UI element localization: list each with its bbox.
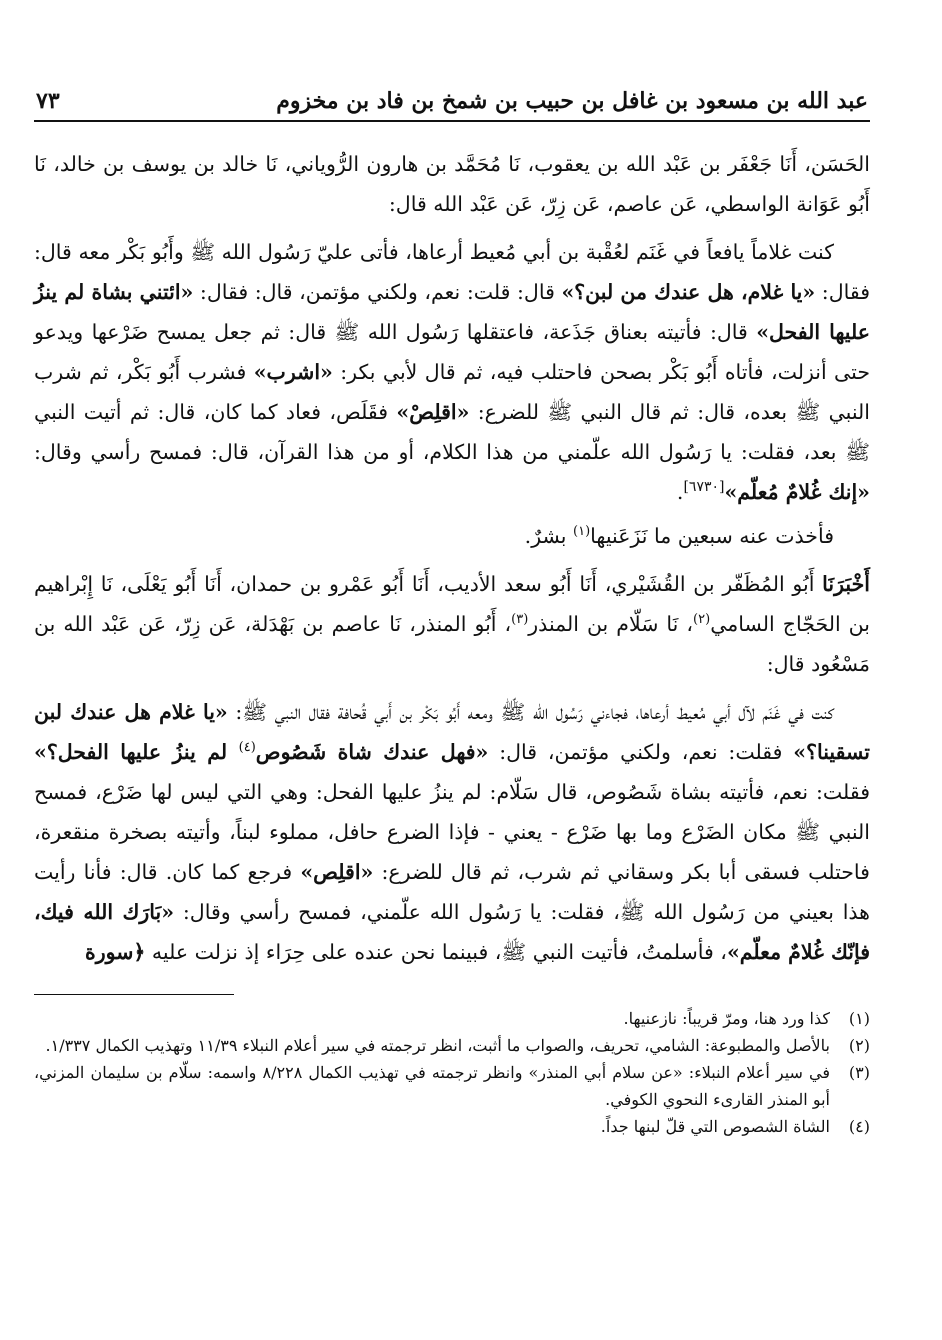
quote: لم ينزُ عليها الفحل؟» [34, 740, 239, 764]
paragraph-text: الحَسَن، أَنَا جَعْفَر بن عَبْد الله بن يعقوب، نَا مُحَمَّد بن هارون الرُّوياني، نَا خالد بن يوسف بن خالد، نَا أَبُو عَوَانة الواسطي، عَن عاصم، عَن زِرّ، عَن عَبْد الله قال: [34, 152, 870, 216]
lead-word: أَخْبَرَنَا [822, 572, 870, 596]
text-run: ، نَا سَلّام بن المنذر [528, 612, 694, 636]
text-run: فأخذت عنه سبعين ما نَزَعَنيها [590, 524, 834, 548]
quote: «يا غلام، هل عندك من لبن؟» [561, 280, 816, 304]
running-head: عبد الله بن مسعود بن غافل بن حبيب بن شمخ بن فاد بن مخزوم [276, 88, 868, 114]
paragraph-isnad-1 [34, 144, 870, 224]
text-run: ، فأسلمتُ، فأتيت النبي ﷺ، فبينما نحن عنده على حِرَاء إذ نزلت عليه [145, 940, 727, 964]
quote: «اشرب» [253, 360, 333, 384]
quran-bracket: ﴿سورة [84, 940, 146, 964]
quote: «اقلِصْ» [396, 400, 470, 424]
text-run: ، أَبُو المنذر، نَا عاصم بن بَهْدَلة، عَن زِرّ، عَن عَبْد الله بن مَسْعُود قال: [34, 612, 870, 676]
footnote-text: بالأصل والمطبوعة: الشامي، تحريف، والصواب ما أثبت، انظر ترجمته في سير أعلام النبلاء ١١/٣٩ وتهذيب الكمال ١/٣٣٧. [45, 1036, 830, 1055]
quote: «ائتني بشاة لم ينزُ عليها الفحل» [34, 280, 870, 344]
footnote-item [34, 1005, 870, 1032]
footnote-marker: (٣) [511, 612, 529, 628]
page-number: ٧٣ [36, 88, 60, 114]
text-run: قال: فأتيته بعناق جَذَعة، فاعتقلها رَسُول الله ﷺ قال: ثم جعل يمسح ضَرْعها ويدعو حتى أنزلت، فأتاه أَبُو بَكْر بصحن فاحتلب فيه، ثم قال لأبي بكر: [34, 320, 870, 384]
footnotes [34, 1005, 870, 1140]
quote: «إنك غُلامٌ مُعلّم» [724, 480, 870, 504]
quote: «فهل عندك شاة شَصُوص [255, 740, 489, 764]
paragraph-hadith-2 [34, 692, 870, 972]
text-run: فشرب أَبُو بَكْر، ثم شرب النبي ﷺ بعده، قال: ثم قال النبي ﷺ للضرع: [34, 360, 870, 424]
text-run: فقلت: نعم، ولكني مؤتمن، قال: [488, 740, 794, 764]
text-run: فقلت: نعم، فأتيته بشاة شَصُوص، قال سَلّام: لم ينزُ عليها الفحل: وهي التي ليس لها ضَرْع، فمسح النبي ﷺ مكان الضَرْع وما بها ضَرْع - يعني - فإذا الضرع حافل، مملوء لبناً، وأتيته بصخرة منقعرة، فاحتلب فسقى أبا بكر وسقاني ثم شرب، ثم قال للضرع: [34, 780, 870, 884]
text-run: فرجع كما كان. قال: فأنا رأيت هذا بعيني من رَسُول الله ﷺ، فقلت: يا رَسُول الله علّمني، فمسح رأسي وقال: [34, 860, 870, 924]
text-run: كنت في غَنَم لآل أبي مُعيط أرعاها، فجاءني رَسُول الله ﷺ ومعه أَبُو بَكْر بن أَبي قُحافة فقال النبي ﷺ: [227, 700, 834, 724]
text-run: بشرٌ. [524, 524, 574, 548]
paragraph-comment [34, 516, 870, 556]
footnote-text: في سير أعلام النبلاء: «عن سلام أبي المنذر» وانظر ترجمته في تهذيب الكمال ٨/٢٢٨ واسمه: سلّام بن سليمان المزني، أبو المنذر القارىء النحوي الكوفي. [34, 1063, 831, 1109]
footnote-marker: (٢) [693, 612, 711, 628]
text-run: قال: قلت: نعم، ولكني مؤتمن، قال: فقال: [193, 280, 562, 304]
text-run: فقَلَص، فعاد كما كان، قال: ثم أتيت النبي ﷺ بعد، فقلت: يا رَسُول الله علّمني من هذا الكلام، أو من هذا القرآن، قال: فمسح رأسي وقال: [34, 400, 870, 464]
footnote-item [34, 1059, 870, 1113]
footnote-marker: (٤) [238, 740, 256, 756]
footnote-number: (٤) [848, 1117, 870, 1136]
text-run: كنت غلاماً يافعاً في غَنَم لعُقْبة بن أبي مُعيط أرعاها، فأتى عليّ رَسُول الله ﷺ وأَبُو بَكْر معه قال: فقال: [34, 240, 870, 304]
paragraph-hadith-1: كنت غلاماً يافعاً في غَنَم لعُقْبة بن أبي مُعيط أرعاها، فأتى عليّ رَسُول الله ﷺ وأَبُو بَكْر معه قال: فقال: «يا غلام، هل عندك من لبن؟» قال: قلت: نعم، ولكني مؤتمن، قال: فقال: «ائتني بشاة لم ينزُ عليها الفحل» قال: فأتيته بعناق جَذَعة، فاعتقلها رَسُول الله ﷺ قال: ثم جعل يمسح ضَرْعها ويدعو حتى أنزلت، فأتاه أَبُو بَكْر بصحن فاحتلب فيه، ثم قال لأبي بكر: «اشرب» فشرب أَبُو بَكْر، ثم شرب النبي ﷺ بعده، قال: ثم قال النبي ﷺ للضرع: «اقلِصْ» فقَلَص، فعاد كما كان، قال: ثم أتيت النبي ﷺ بعد، فقلت: يا رَسُول الله علّمني من هذا الكلام، أو من هذا القرآن، قال: فمسح رأسي وقال: «إنك غُلامٌ مُعلّم»[٦٧٣٠]. [34, 240, 870, 504]
footnote-number: (٣) [848, 1063, 870, 1082]
text-run: أَبُو المُظَفّر بن القُشَيْري، أَنَا أَبُو سعد الأديب، أَنَا أَبُو عَمْرو بن حمدان، أَنَا أَبُو يَعْلَى، نَا إِبْراهيم بن الحَجّاج السامي [34, 572, 870, 636]
footnote-item [34, 1032, 870, 1059]
footnote-text: الشاة الشصوص التي قلّ لبنها جداً. [600, 1117, 830, 1136]
footnote-marker: (١) [573, 524, 591, 540]
paragraph-isnad-2 [34, 564, 870, 684]
footnote-number: (٢) [848, 1036, 870, 1055]
footnote-item [34, 1113, 870, 1140]
quote: «يا غلام هل عندك لبن تسقينا؟» [34, 700, 870, 764]
hadith-number: [٦٧٣٠] [683, 479, 725, 496]
page-header [34, 70, 870, 122]
footnote-number: (١) [848, 1009, 870, 1028]
book-page [34, 70, 870, 1140]
footnote-divider [34, 994, 234, 995]
footnote-text: كذا ورد هنا، ومرّ قريباً: نازعنيها. [623, 1009, 830, 1028]
main-text [34, 144, 870, 972]
quote: «بَارَك الله فيك، فإنّك غُلامٌ معلّم» [34, 900, 870, 964]
quote: «اقلِص» [300, 860, 374, 884]
